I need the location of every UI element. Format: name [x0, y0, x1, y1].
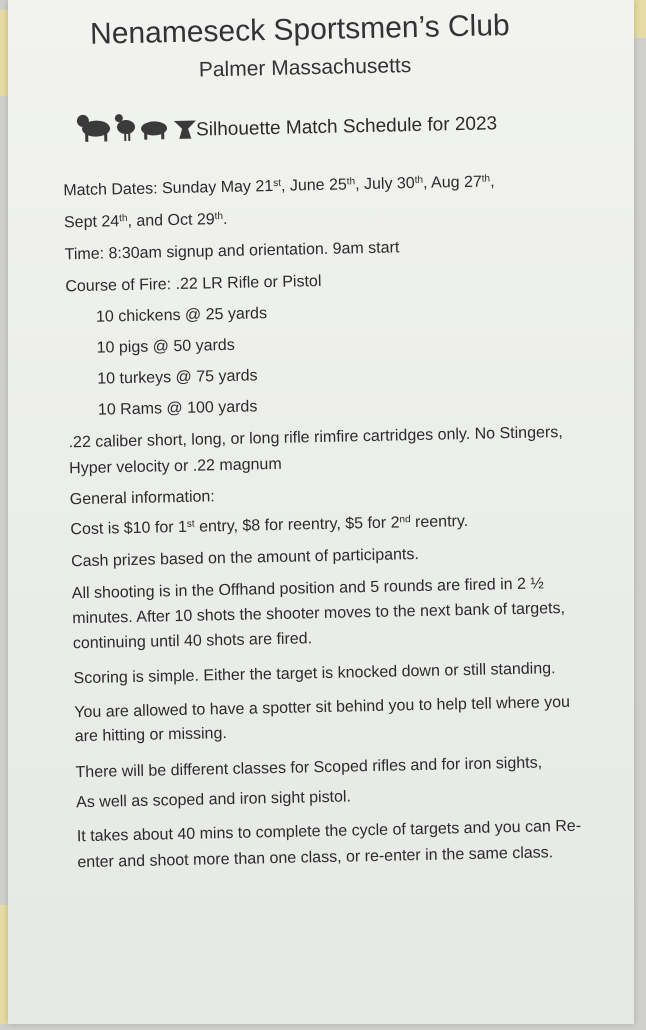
scoring: Scoring is simple. Either the target is knocked down or still standing. — [73, 660, 556, 688]
cycle-line-1: It takes about 40 mins to complete the cycle of targets and you can Re- — [76, 817, 582, 846]
target-turkeys: 10 turkeys @ 75 yards — [97, 367, 258, 388]
turkey-silhouette-icon — [174, 121, 196, 139]
animal-silhouettes — [74, 108, 200, 143]
classes-line-1: There will be different classes for Scoped rifles and for iron sights, — [75, 754, 543, 782]
club-name: Nenameseck Sportsmen’s Club — [89, 8, 510, 51]
cost-line: Cost is $10 for 1st entry, $8 for reentry, $5 for 2nd reentry. — [70, 512, 469, 539]
spotter-line-2: are hitting or missing. — [74, 725, 228, 746]
target-chickens: 10 chickens @ 25 yards — [95, 305, 268, 326]
match-dates-line-2: Sept 24th, and Oct 29th. — [63, 210, 228, 232]
target-rams: 10 Rams @ 100 yards — [97, 398, 258, 419]
target-pigs: 10 pigs @ 50 yards — [96, 336, 235, 357]
classes-line-2: As well as scoped and iron sight pistol. — [76, 788, 352, 812]
ammo-line-2: Hyper velocity or .22 magnum — [69, 455, 282, 478]
match-time: Time: 8:30am signup and orientation. 9am start — [64, 239, 400, 264]
location: Palmer Massachusetts — [198, 54, 412, 82]
cycle-line-2: enter and shoot more than one class, or re-enter in the same class. — [77, 844, 554, 872]
schedule-title: Silhouette Match Schedule for 2023 — [195, 113, 498, 141]
pig-silhouette-icon — [141, 121, 167, 140]
chicken-silhouette-icon — [115, 114, 136, 141]
general-information-label: General information: — [69, 488, 215, 509]
spotter-line-1: You are allowed to have a spotter sit behind you to help tell where you — [74, 693, 571, 722]
ammo-line-1: .22 caliber short, long, or long rifle rimfire cartridges only. No Stingers, — [68, 423, 563, 452]
cash-prizes: Cash prizes based on the amount of participants. — [70, 545, 419, 571]
offhand-line-1: All shooting is in the Offhand position and 5 rounds are fired in 2 ½ — [71, 575, 544, 603]
match-dates-line-1: Match Dates: Sunday May 21st, June 25th, July 30th, Aug 27th, — [63, 173, 495, 200]
course-of-fire: Course of Fire: .22 LR Rifle or Pistol — [65, 272, 322, 296]
offhand-line-2: minutes. After 10 shots the shooter moves to the next bank of targets, — [72, 599, 566, 628]
offhand-line-3: continuing until 40 shots are fired. — [72, 630, 313, 653]
flyer-paper — [8, 0, 634, 1024]
ram-silhouette-icon — [77, 114, 111, 142]
